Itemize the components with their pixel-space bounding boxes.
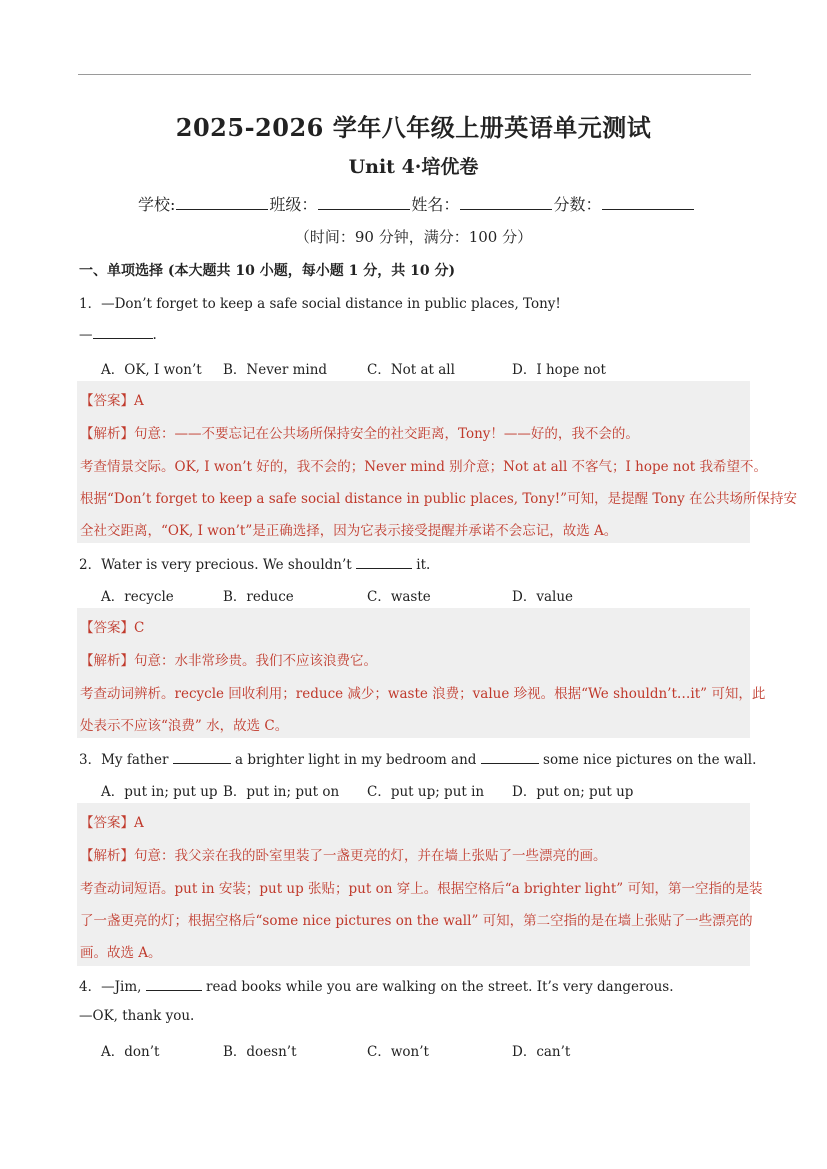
question-4-option-b[interactable]: B．doesn’t [223, 1044, 297, 1060]
question-3-stem-end: some nice pictures on the wall. [538, 752, 757, 768]
analysis-text: 句意：我父亲在我的卧室里装了一盏更亮的灯，并在墙上张贴了一些漂亮的画。 [134, 848, 607, 864]
question-2-answer-box [77, 608, 766, 738]
analysis-text: 句意：水非常珍贵。我们不应该浪费它。 [134, 653, 377, 669]
score-field[interactable] [602, 195, 694, 210]
student-info-line [138, 192, 695, 215]
question-3-answer-box [77, 803, 763, 966]
question-1-analysis-1: 考查情景交际。OK, I won’t 好的，我不会的；Never mind 别介意；Not at all 不客气；I hope not 我希望不。 [80, 459, 767, 475]
analysis-text: 句意：——不要忘记在公共场所保持安全的社交距离，Tony！——好的，我不会的。 [134, 426, 639, 442]
answer-label: 【答案】 [80, 620, 134, 636]
question-2-answer [80, 616, 144, 636]
question-2-option-c[interactable]: C．waste [367, 589, 431, 605]
question-4-option-a[interactable]: A．don’t [101, 1044, 160, 1060]
question-2-option-a[interactable]: A．recycle [101, 589, 174, 605]
question-3-option-b[interactable]: B．put in; put on [223, 784, 340, 800]
answer-value: A [134, 393, 144, 409]
question-2-analysis-1: 考查动词辨析。recycle 回收利用；reduce 减少；waste 浪费；value 珍视。根据“We shouldn’t…it” 可知，此 [80, 686, 766, 702]
question-3-blank-2[interactable] [481, 751, 539, 764]
question-3-option-a[interactable]: A．put in; put up [101, 784, 218, 800]
question-2-option-b[interactable]: B．reduce [223, 589, 294, 605]
school-field[interactable] [176, 195, 268, 210]
question-4-reply: —OK, thank you. [79, 1008, 195, 1024]
question-1-answer [80, 389, 144, 409]
question-1-option-b[interactable]: B．Never mind [223, 362, 328, 378]
question-3-analysis-3: 画。故选 A。 [80, 945, 162, 961]
answer-label: 【答案】 [80, 815, 134, 831]
question-2-stem-start: 2．Water is very precious. We shouldn’t [79, 557, 356, 573]
question-1-option-d[interactable]: D．I hope not [512, 362, 606, 378]
analysis-label: 【解析】 [80, 653, 134, 669]
question-2-analysis-2: 处表示不应该“浪费” 水，故选 C。 [80, 718, 289, 734]
question-3-option-c[interactable]: C．put up; put in [367, 784, 485, 800]
question-4-blank[interactable] [146, 978, 202, 991]
question-1-analysis-line [80, 422, 639, 442]
section-heading: 一、单项选择 (本大题共 10 小题，每小题 1 分，共 10 分) [79, 263, 456, 279]
question-2-blank[interactable] [356, 556, 412, 569]
analysis-label: 【解析】 [80, 426, 134, 442]
question-2-stem [79, 553, 430, 573]
question-1-reply: — . [79, 327, 157, 343]
answer-value: C [134, 620, 145, 636]
answer-label: 【答案】 [80, 393, 134, 409]
analysis-label: 【解析】 [80, 848, 134, 864]
question-3-analysis-1: 考查动词短语。put in 安装；put up 张贴；put on 穿上。根据空格后“a brighter light” 可知，第一空指的是装 [80, 881, 763, 897]
question-3-option-d[interactable]: D．put on; put up [512, 784, 634, 800]
header-rule [78, 74, 751, 75]
question-1-blank[interactable] [93, 326, 153, 339]
question-2-analysis-line [80, 649, 377, 669]
class-field[interactable] [318, 195, 410, 210]
question-3-stem-middle: a brighter light in my bedroom and [230, 752, 481, 768]
question-4-stem [79, 975, 674, 995]
name-label: 姓名： [411, 195, 460, 214]
score-label: 分数： [553, 195, 602, 214]
question-3-answer [80, 811, 144, 831]
question-4-option-d[interactable]: D．can’t [512, 1044, 571, 1060]
page-subtitle: Unit 4·培优卷 [348, 156, 479, 178]
question-3-stem [79, 748, 756, 768]
question-1-option-c[interactable]: C．Not at all [367, 362, 455, 378]
question-1-analysis-2: 根据“Don’t forget to keep a safe social distance in public places, Tony!”可知，是提醒 Tony 在公共场所保持安 [80, 491, 798, 507]
question-1-reply-dash: — [79, 327, 93, 343]
answer-value: A [134, 815, 144, 831]
question-1-answer-box [77, 381, 798, 543]
question-1-analysis-3: 全社交距离，“OK, I won’t”是正确选择，因为它表示接受提醒并承诺不会忘记，故选 A。 [80, 523, 618, 539]
question-3-blank-1[interactable] [173, 751, 231, 764]
page-title: 2025-2026 学年八年级上册英语单元测试 [175, 113, 652, 142]
question-3-analysis-line [80, 844, 607, 864]
question-4-option-c[interactable]: C．won’t [367, 1044, 429, 1060]
question-3-analysis-2: 了一盏更亮的灯；根据空格后“some nice pictures on the wall” 可知，第二空指的是在墙上张贴了一些漂亮的 [80, 913, 753, 929]
question-3-stem-start: 3．My father [79, 752, 173, 768]
question-2-option-d[interactable]: D．value [512, 589, 574, 605]
question-4-stem-end: read books while you are walking on the street. It’s very dangerous. [201, 979, 674, 995]
class-label: 班级： [269, 195, 318, 214]
school-label: 学校: [138, 195, 176, 214]
question-1-option-a[interactable]: A．OK, I won’t [101, 362, 202, 378]
time-info: （时间：90 分钟，满分：100 分） [294, 228, 533, 246]
question-4-stem-start: 4．—Jim, [79, 979, 146, 995]
question-1-stem: 1．—Don’t forget to keep a safe social distance in public places, Tony! [79, 296, 561, 312]
question-2-stem-end: it. [411, 557, 431, 573]
name-field[interactable] [460, 195, 552, 210]
